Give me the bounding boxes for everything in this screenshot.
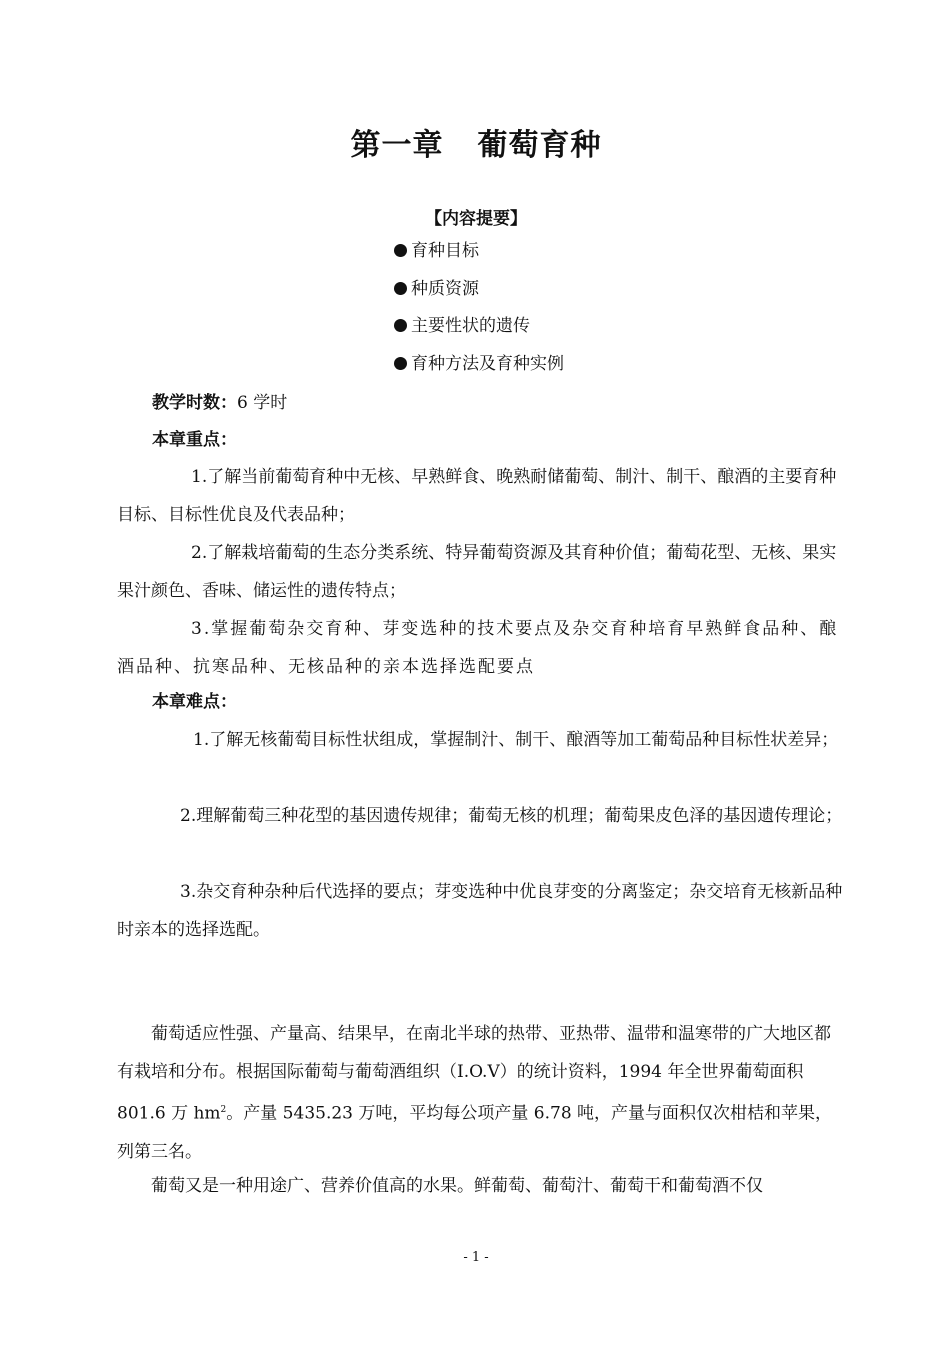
summary-item: 育种目标 [394, 236, 564, 274]
difficult-point-3: 3.杂交育种杂种后代选择的要点；芽变选种中优良芽变的分离鉴定；杂交培育无核新品种时亲本的选择选配。 [117, 882, 843, 940]
superscript: 2 [220, 1105, 227, 1115]
key-points-heading: 本章重点： [152, 430, 237, 450]
chapter-name: 葡萄育种 [477, 128, 602, 163]
difficult-point-1: 1.了解无核葡萄目标性状组成，掌握制汁、制干、酿酒等加工葡萄品种目标性状差异； [193, 730, 839, 750]
chapter-title [0, 120, 952, 164]
bullet-icon [394, 319, 407, 332]
bullet-icon [394, 244, 407, 257]
page-number: - 1 - [463, 1250, 489, 1265]
summary-heading: 【内容提要】 [425, 209, 527, 229]
key-point-2: 2.了解栽培葡萄的生态分类系统、特异葡萄资源及其育种价值；葡萄花型、无核、果实果汁颜色、香味、储运性的遗传特点； [117, 543, 837, 601]
summary-list [394, 236, 564, 386]
difficult-point-2: 2.理解葡萄三种花型的基因遗传规律；葡萄无核的机理；葡萄果皮色泽的基因遗传理论； [180, 806, 843, 826]
summary-item: 种质资源 [394, 274, 564, 312]
body-paragraph-2: 葡萄又是一种用途广、营养价值高的水果。鲜葡萄、葡萄汁、葡萄干和葡萄酒不仅 [151, 1176, 763, 1196]
teaching-hours-value: 6 学时 [237, 393, 288, 413]
summary-item: 育种方法及育种实例 [394, 349, 564, 387]
body-paragraph-1: 葡萄适应性强、产量高、结果早，在南北半球的热带、亚热带、温带和温寒带的广大地区都有栽培和分布。根据国际葡萄与葡萄酒组织（I.O.V）的统计资料，1994 年全世界葡萄面积 801.6 万 $hm^2$。产量 5435.23 万吨，平均每公项产量 6.78 吨，产量与面积仅次柑桔和苹果，列第三名。 [117, 1024, 833, 1162]
teaching-hours [152, 391, 287, 415]
teaching-hours-label: 教学时数： [152, 393, 237, 413]
key-point-3: 3.掌握葡萄杂交育种、芽变选种的技术要点及杂交育种培育早熟鲜食品种、酿酒品种、抗寒品种、无核品种的亲本选择选配要点 [117, 619, 839, 677]
summary-item: 主要性状的遗传 [394, 311, 564, 349]
key-point-1: 1.了解当前葡萄育种中无核、早熟鲜食、晚熟耐储葡萄、制汁、制干、酿酒的主要育种目标、目标性优良及代表品种； [117, 467, 837, 525]
bullet-icon [394, 357, 407, 370]
chapter-number: 第一章 [350, 128, 444, 163]
difficult-points-heading: 本章难点： [152, 692, 237, 712]
bullet-icon [394, 282, 407, 295]
